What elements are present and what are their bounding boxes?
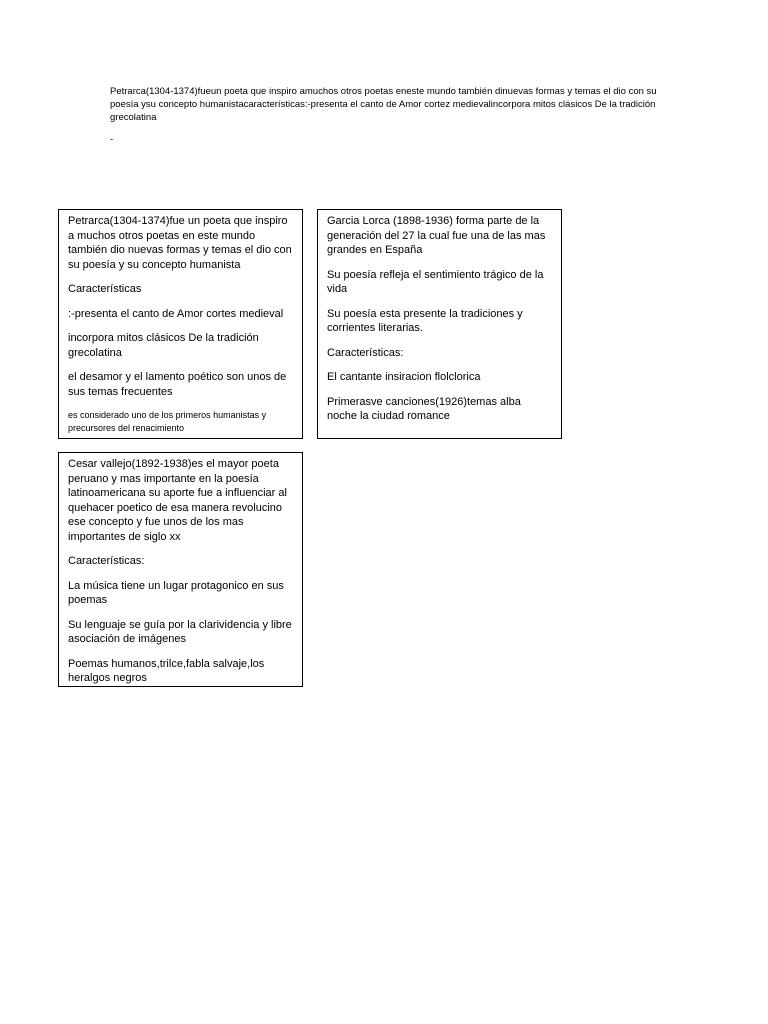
- lorca-item: Primerasve canciones(1926)temas alba noche la ciudad romance: [327, 395, 521, 422]
- petrarca-item: es considerado uno de los primeros humanistas y precursores del renacimiento: [68, 410, 267, 433]
- vallejo-item: Su lenguaje se guía por la clarividencia y libre asociación de imágenes: [68, 618, 292, 645]
- lorca-item: Su poesía esta presente la tradiciones y corrientes literarias.: [327, 307, 523, 334]
- lorca-intro: Garcia Lorca (1898-1936) forma parte de la generación del 27 la cual fue una de las mas grandes en España: [327, 215, 546, 256]
- intro-paragraph: Petrarca(1304-1374)fueun poeta que inspiro amuchos otros poetas eneste mundo también dinuevas formas y temas el dio con su poesía ysu concepto humanistacaracterísticas:-presenta el canto de Amor cortez medievalincorpora mitos clásicos De la tradición grecolatina: [110, 86, 657, 123]
- petrarca-item: incorpora mitos clásicos De la tradición grecolatina: [68, 332, 259, 359]
- vallejo-item: Poemas humanos,trilce,fabla salvaje,los heralgos negros: [68, 657, 265, 684]
- vallejo-item: La música tiene un lugar protagonico en sus poemas: [68, 579, 284, 606]
- petrarca-item: :-presenta el canto de Amor cortes medieval: [68, 307, 284, 320]
- lorca-characteristics-heading: Características:: [327, 346, 404, 359]
- lorca-item: Su poesía refleja el sentimiento trágico de la vida: [327, 268, 544, 295]
- vallejo-intro: Cesar vallejo(1892-1938)es el mayor poeta peruano y mas importante en la poesía latinoamericana su aporte fue a influenciar al quehacer poetico de esa manera revolucino ese concepto y fue unos de los mas importantes de siglo xx: [68, 458, 287, 543]
- petrarca-intro: Petrarca(1304-1374)fue un poeta que inspiro a muchos otros poetas en este mundo también dio nuevas formas y temas el dio con su poesía y su concepto humanista: [68, 215, 292, 271]
- petrarca-item: el desamor y el lamento poético son unos de sus temas frecuentes: [68, 371, 287, 398]
- text-box-vallejo: [58, 452, 303, 687]
- petrarca-characteristics-heading: Características: [68, 283, 142, 295]
- text-box-lorca: [317, 209, 562, 439]
- lorca-item: El cantante insiracion flolclorica: [327, 371, 481, 383]
- text-box-petrarca: [58, 209, 303, 439]
- vallejo-characteristics-heading: Características:: [68, 555, 145, 567]
- intro-dash: -: [110, 134, 114, 145]
